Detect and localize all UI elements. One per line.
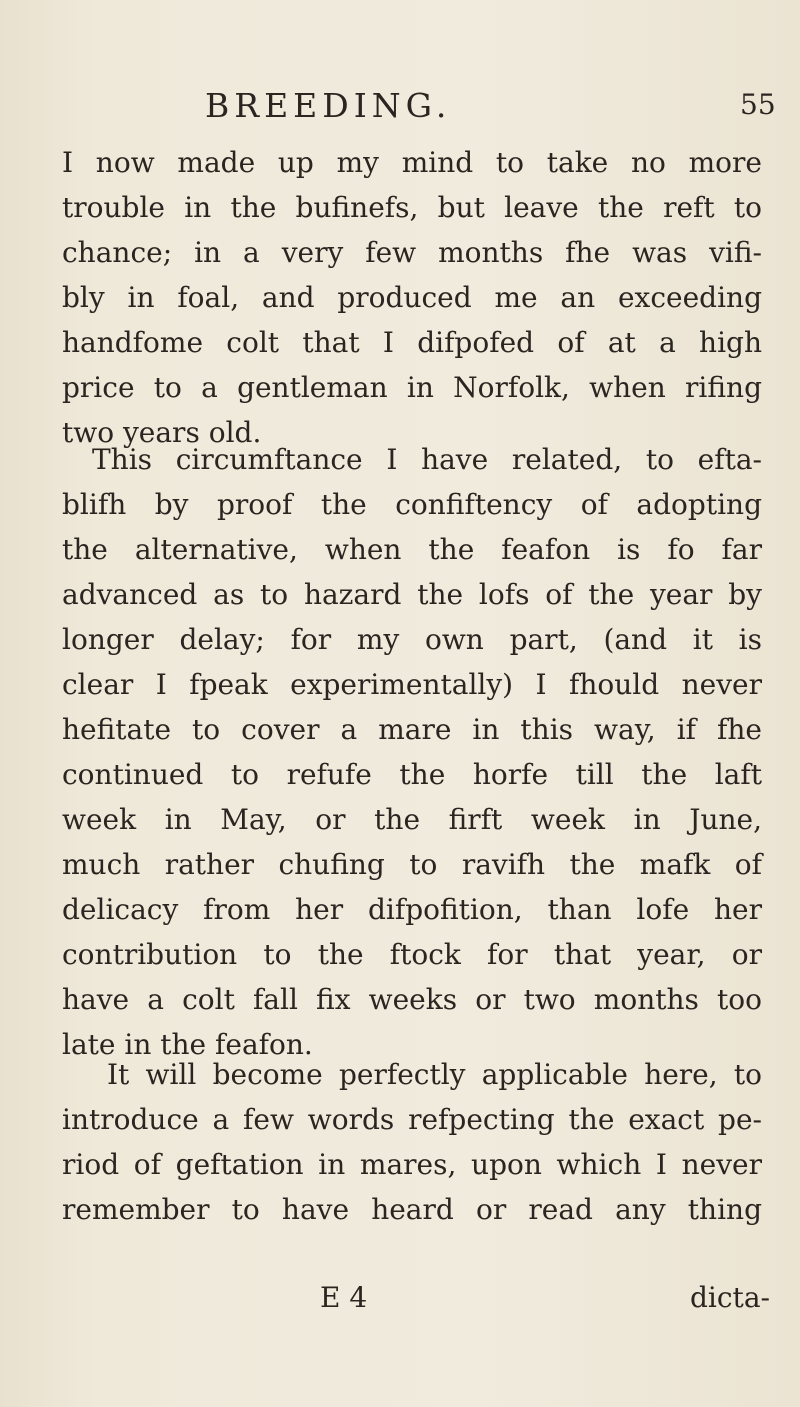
text-line: have a colt fall fix weeks or two months too: [62, 983, 762, 1016]
text-line: the alternative, when the feafon is fo far: [62, 533, 762, 566]
text-line: week in May, or the firft week in June,: [62, 803, 762, 836]
text-line: two years old.: [62, 416, 262, 449]
running-head: BREEDING.: [205, 86, 452, 125]
paragraph-2: [62, 437, 762, 1067]
text-line: riod of geftation in mares, upon which I never: [62, 1148, 762, 1181]
text-line: trouble in the bufinefs, but leave the reft to: [62, 191, 762, 224]
text-line: chance; in a very few months fhe was vifi-: [62, 236, 762, 269]
page-number: 55: [740, 88, 776, 121]
text-line: contribution to the ftock for that year, or: [62, 938, 762, 971]
text-line: introduce a few words refpecting the exact pe-: [62, 1103, 762, 1136]
text-line: remember to have heard or read any thing: [62, 1193, 762, 1226]
page-header: [0, 86, 800, 136]
text-line: price to a gentleman in Norfolk, when rifing: [62, 371, 762, 404]
signature-mark: E 4: [320, 1281, 368, 1314]
text-line: bly in foal, and produced me an exceeding: [62, 281, 762, 314]
catchword: dicta-: [690, 1281, 770, 1314]
text-line: delicacy from her difpofition, than lofe her: [62, 893, 762, 926]
text-line: longer delay; for my own part, (and it is: [62, 623, 762, 656]
text-line: hefitate to cover a mare in this way, if fhe: [62, 713, 762, 746]
text-line: It will become perfectly applicable here, to: [107, 1058, 762, 1091]
text-line: blifh by proof the confiftency of adopting: [62, 488, 762, 521]
text-line: I now made up my mind to take no more: [62, 146, 762, 179]
text-line: continued to refufe the horfe till the laft: [62, 758, 762, 791]
text-line: much rather chufing to ravifh the mafk of: [62, 848, 762, 881]
paragraph-1: [62, 140, 762, 455]
page-footer: [0, 1275, 800, 1320]
text-line: clear I fpeak experimentally) I fhould never: [62, 668, 762, 701]
text-line: handfome colt that I difpofed of at a high: [62, 326, 762, 359]
paragraph-3: [62, 1052, 762, 1232]
text-line: late in the feafon.: [62, 1028, 313, 1061]
text-line: advanced as to hazard the lofs of the year by: [62, 578, 762, 611]
text-line: This circumftance I have related, to efta-: [92, 443, 762, 476]
